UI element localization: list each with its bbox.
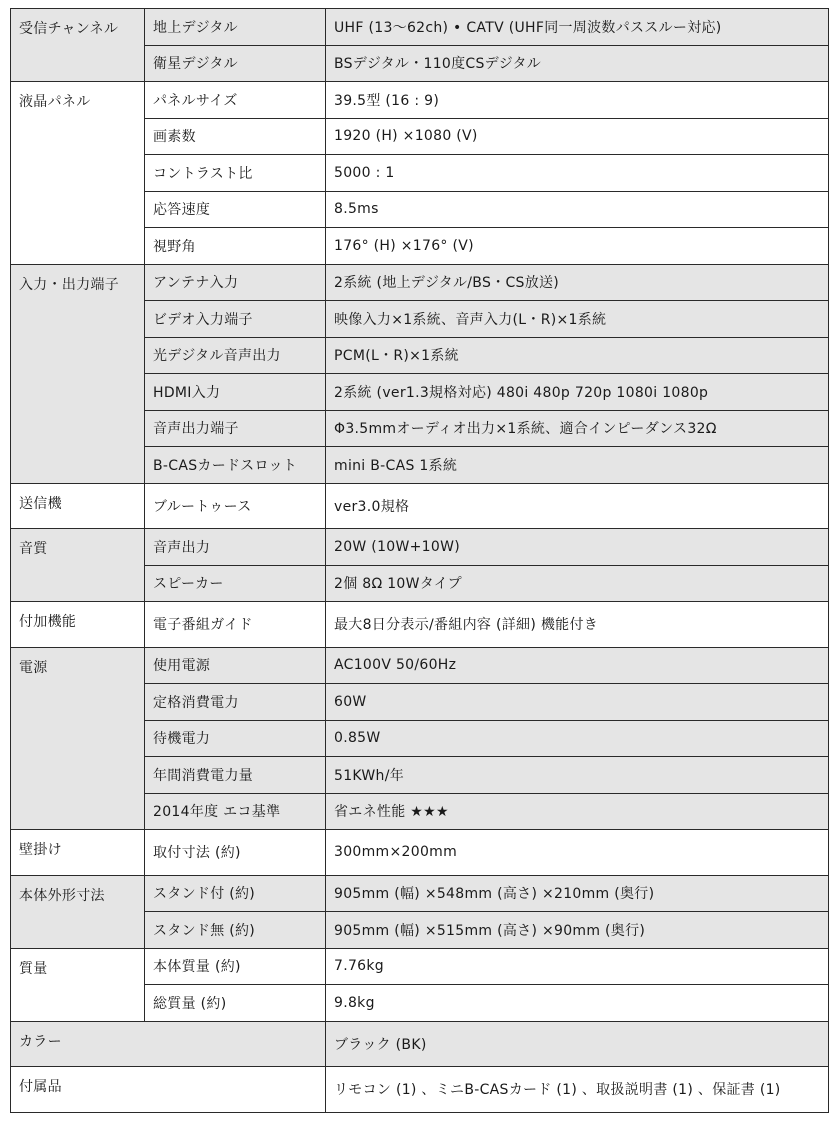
spec-item-label: 総質量 (約) bbox=[145, 985, 326, 1022]
spec-item-label: スタンド無 (約) bbox=[145, 912, 326, 949]
spec-value: 20W (10W+10W) bbox=[326, 529, 829, 566]
spec-row bbox=[11, 875, 829, 912]
spec-item-label: 年間消費電力量 bbox=[145, 757, 326, 794]
spec-item-label: アンテナ入力 bbox=[145, 264, 326, 301]
spec-item-label: ビデオ入力端子 bbox=[145, 301, 326, 338]
spec-item-label: 定格消費電力 bbox=[145, 684, 326, 721]
spec-value: AC100V 50/60Hz bbox=[326, 647, 829, 684]
spec-row bbox=[11, 647, 829, 684]
spec-category: 壁掛け bbox=[11, 830, 145, 876]
spec-item-label: 視野角 bbox=[145, 228, 326, 265]
spec-item-label: 応答速度 bbox=[145, 191, 326, 228]
spec-item-label: 2014年度 エコ基準 bbox=[145, 793, 326, 830]
spec-category: 本体外形寸法 bbox=[11, 875, 145, 948]
spec-value: 1920 (H) ×1080 (V) bbox=[326, 118, 829, 155]
spec-category: 受信チャンネル bbox=[11, 9, 145, 82]
spec-value: 省エネ性能 ★★★ bbox=[326, 793, 829, 830]
spec-value: 905mm (幅) ×515mm (高さ) ×90mm (奥行) bbox=[326, 912, 829, 949]
spec-item-label: スピーカー bbox=[145, 565, 326, 602]
spec-category: 電源 bbox=[11, 647, 145, 830]
spec-value: 39.5型 (16 : 9) bbox=[326, 82, 829, 119]
spec-value: ver3.0規格 bbox=[326, 483, 829, 529]
spec-item-label: 使用電源 bbox=[145, 647, 326, 684]
spec-item-label: 取付寸法 (約) bbox=[145, 830, 326, 876]
spec-value: リモコン (1) 、ミニB-CASカード (1) 、取扱説明書 (1) 、保証書 (1) bbox=[326, 1067, 829, 1113]
spec-item-label: 画素数 bbox=[145, 118, 326, 155]
spec-item-label: 本体質量 (約) bbox=[145, 948, 326, 985]
spec-item-label: 光デジタル音声出力 bbox=[145, 337, 326, 374]
spec-row bbox=[11, 602, 829, 648]
spec-row bbox=[11, 529, 829, 566]
spec-value: 2個 8Ω 10Wタイプ bbox=[326, 565, 829, 602]
spec-value: 2系統 (ver1.3規格対応) 480i 480p 720p 1080i 1080p bbox=[326, 374, 829, 411]
spec-value: PCM(L・R)×1系統 bbox=[326, 337, 829, 374]
spec-value: ブラック (BK) bbox=[326, 1021, 829, 1067]
spec-category: 付加機能 bbox=[11, 602, 145, 648]
spec-value: 最大8日分表示/番組内容 (詳細) 機能付き bbox=[326, 602, 829, 648]
spec-value: 300mm×200mm bbox=[326, 830, 829, 876]
spec-value: 8.5ms bbox=[326, 191, 829, 228]
spec-category: 質量 bbox=[11, 948, 145, 1021]
spec-value: 60W bbox=[326, 684, 829, 721]
spec-item-label: パネルサイズ bbox=[145, 82, 326, 119]
spec-value: 0.85W bbox=[326, 720, 829, 757]
spec-item-label: コントラスト比 bbox=[145, 155, 326, 192]
spec-value: mini B-CAS 1系統 bbox=[326, 447, 829, 484]
spec-row bbox=[11, 830, 829, 876]
spec-row bbox=[11, 1021, 829, 1067]
spec-value: 7.76kg bbox=[326, 948, 829, 985]
spec-item-label: 地上デジタル bbox=[145, 9, 326, 46]
spec-item-label: 電子番組ガイド bbox=[145, 602, 326, 648]
spec-value: UHF (13〜62ch) • CATV (UHF同一周波数パススルー対応) bbox=[326, 9, 829, 46]
spec-value: 5000 : 1 bbox=[326, 155, 829, 192]
spec-category: 液晶パネル bbox=[11, 82, 145, 265]
spec-value: BSデジタル・110度CSデジタル bbox=[326, 45, 829, 82]
spec-item-label: HDMI入力 bbox=[145, 374, 326, 411]
spec-row bbox=[11, 1067, 829, 1113]
spec-category: 入力・出力端子 bbox=[11, 264, 145, 483]
spec-row bbox=[11, 483, 829, 529]
spec-category: 音質 bbox=[11, 529, 145, 602]
spec-category: カラー bbox=[11, 1021, 326, 1067]
spec-value: 905mm (幅) ×548mm (高さ) ×210mm (奥行) bbox=[326, 875, 829, 912]
spec-item-label: 音声出力端子 bbox=[145, 410, 326, 447]
spec-value: 2系統 (地上デジタル/BS・CS放送) bbox=[326, 264, 829, 301]
spec-item-label: 衛星デジタル bbox=[145, 45, 326, 82]
spec-category: 送信機 bbox=[11, 483, 145, 529]
spec-value: 51KWh/年 bbox=[326, 757, 829, 794]
spec-table-body bbox=[11, 9, 829, 1113]
spec-value: 映像入力×1系統、音声入力(L・R)×1系統 bbox=[326, 301, 829, 338]
spec-row bbox=[11, 82, 829, 119]
spec-row bbox=[11, 9, 829, 46]
spec-category: 付属品 bbox=[11, 1067, 326, 1113]
spec-table bbox=[10, 8, 829, 1113]
spec-value: 9.8kg bbox=[326, 985, 829, 1022]
spec-item-label: ブルートゥース bbox=[145, 483, 326, 529]
spec-item-label: B-CASカードスロット bbox=[145, 447, 326, 484]
spec-item-label: 待機電力 bbox=[145, 720, 326, 757]
spec-value: Φ3.5mmオーディオ出力×1系統、適合インピーダンス32Ω bbox=[326, 410, 829, 447]
spec-row bbox=[11, 264, 829, 301]
spec-row bbox=[11, 948, 829, 985]
spec-value: 176° (H) ×176° (V) bbox=[326, 228, 829, 265]
spec-item-label: 音声出力 bbox=[145, 529, 326, 566]
spec-item-label: スタンド付 (約) bbox=[145, 875, 326, 912]
